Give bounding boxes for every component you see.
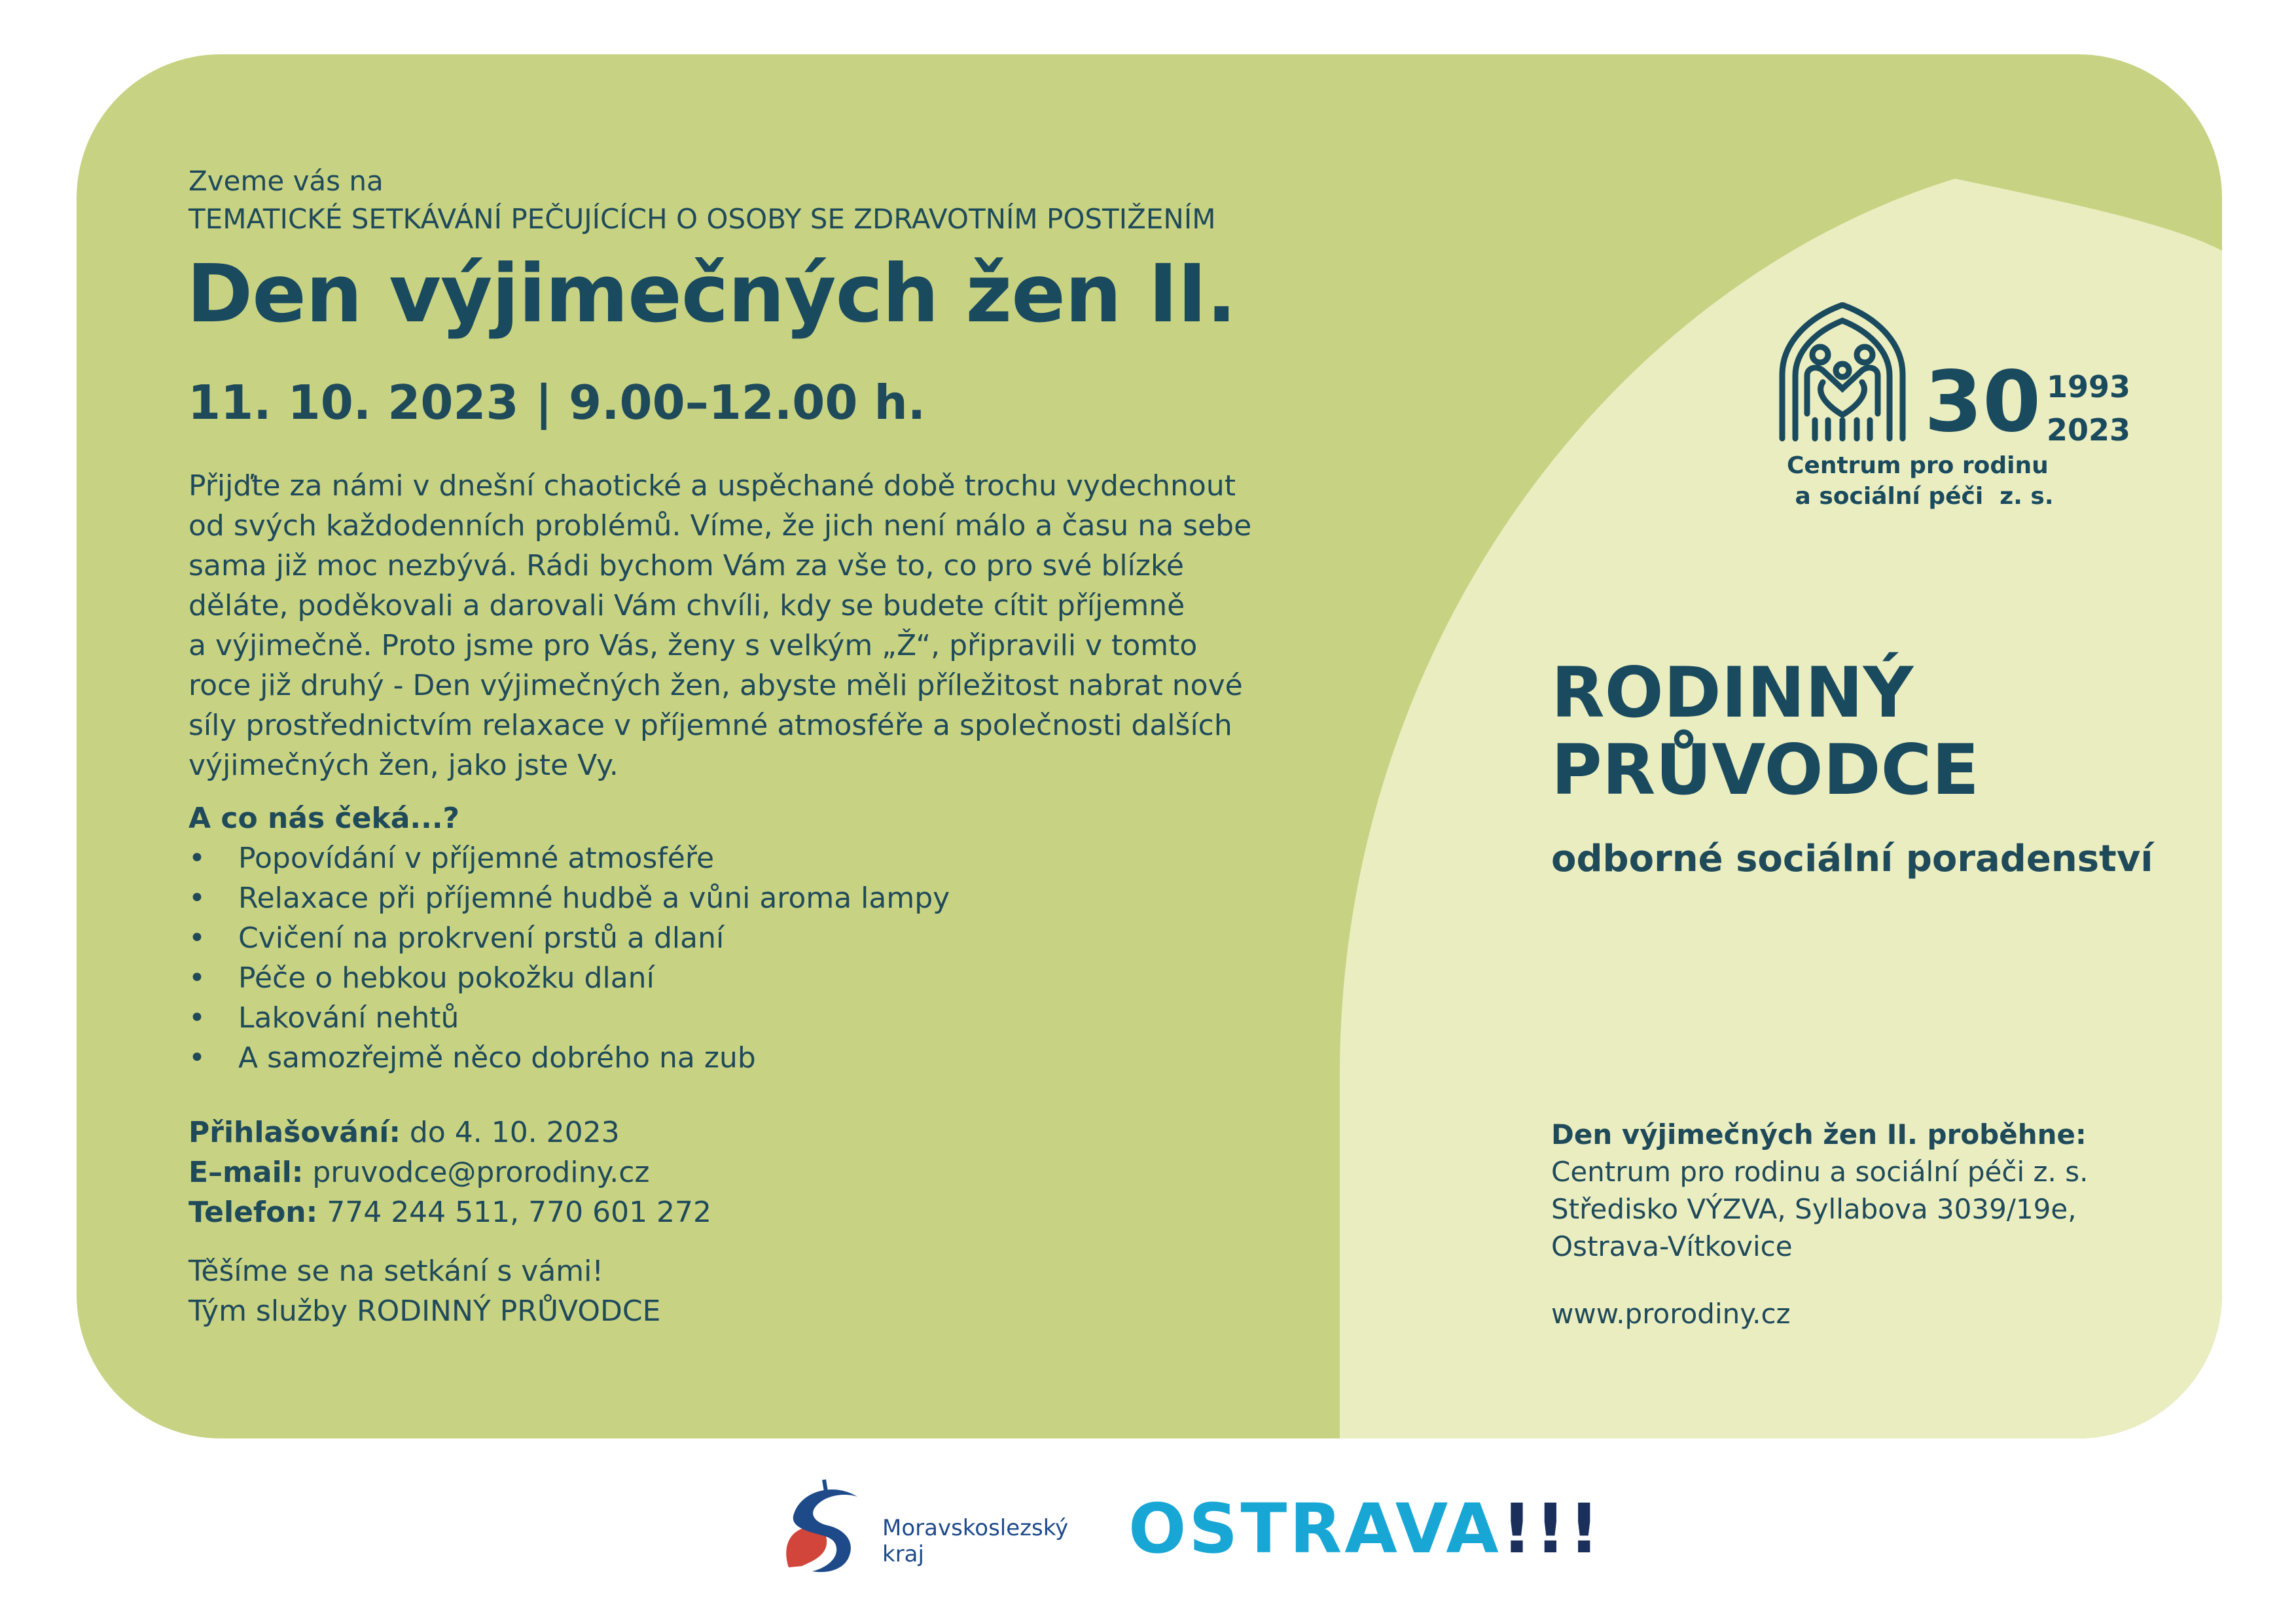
service-title-line: RODINNÝ	[1551, 652, 1914, 733]
list-item-text: Lakování nehtů	[238, 1001, 459, 1035]
bullet-icon: •	[188, 1001, 206, 1035]
list-item	[188, 998, 950, 1038]
phone-value: 774 244 511, 770 601 272	[317, 1196, 712, 1229]
service-subtitle: odborné sociální poradenství	[1551, 838, 2153, 880]
venue-info	[1551, 1116, 2088, 1265]
phone-row	[188, 1192, 711, 1232]
service-title	[1551, 654, 1979, 809]
event-title: Den výjimečných žen II.	[187, 247, 1236, 340]
description-line: Přijďte za námi v dnešní chaotické a uspěchané době trochu vydechnout	[188, 469, 1236, 503]
venue-line: Středisko VÝZVA, Syllabova 3039/19e,	[1551, 1193, 2077, 1225]
list-item	[188, 918, 950, 958]
email-link[interactable]: pruvodce@prorodiny.cz	[303, 1156, 650, 1189]
description-line: od svých každodenních problémů. Víme, že jich není málo a času na sebe	[188, 509, 1252, 543]
moravskoslezsky-kraj-logo-icon	[776, 1476, 874, 1574]
website-link[interactable]: www.prorodiny.cz	[1551, 1298, 1791, 1330]
bullet-icon: •	[188, 842, 206, 875]
list-item	[188, 838, 950, 878]
list-item-text: Popovídání v příjemné atmosféře	[238, 842, 715, 875]
program-list	[188, 838, 950, 1078]
ostrava-logo-text: OSTRAVA	[1128, 1489, 1501, 1569]
list-item-text: Cvičení na prokrvení prstů a dlaní	[238, 921, 725, 955]
region-logo-text	[882, 1515, 1068, 1567]
service-title-line: PRŮVODCE	[1551, 730, 1979, 810]
list-item	[188, 958, 950, 998]
bullet-icon: •	[188, 961, 206, 995]
event-datetime: 11. 10. 2023 | 9.00–12.00 h.	[188, 375, 926, 430]
region-type: kraj	[882, 1541, 924, 1567]
anniversary-years	[2047, 365, 2130, 452]
description-line: sama již moc nezbývá. Rádi bychom Vám za vše to, co pro své blízké	[188, 549, 1184, 582]
list-item-text: A samozřejmě něco dobrého na zub	[238, 1041, 756, 1075]
description-line: síly prostřednictvím relaxace v příjemné atmosféře a společnosti dalších	[188, 709, 1232, 742]
intro-line: Zveme vás na	[188, 165, 384, 197]
ostrava-logo-exclamations: !!!	[1501, 1489, 1602, 1569]
list-item-text: Péče o hebkou pokožku dlaní	[238, 961, 655, 995]
organization-name: Centrum pro rodinu a sociální péči z. s.	[1787, 452, 2054, 510]
registration-value: do 4. 10. 2023	[400, 1116, 620, 1149]
year-to: 2023	[2047, 412, 2131, 448]
list-item	[188, 1038, 950, 1078]
venue-line: Centrum pro rodinu a sociální péči z. s.	[1551, 1156, 2089, 1188]
registration-label: Přihlašování:	[188, 1116, 401, 1149]
intro-topic: TEMATICKÉ SETKÁVÁNÍ PEČUJÍCÍCH O OSOBY SE ZDRAVOTNÍM POSTIŽENÍM	[188, 203, 1216, 235]
venue-line: Ostrava-Vítkovice	[1551, 1230, 1793, 1262]
email-label: E–mail:	[188, 1156, 304, 1189]
description-line: děláte, poděkovali a darovali Vám chvíli, kdy se budete cítit příjemně	[188, 589, 1185, 622]
invitation-intro	[188, 162, 1215, 238]
venue-heading: Den výjimečných žen II. proběhne:	[1551, 1118, 2087, 1150]
event-description	[188, 466, 1301, 785]
closing-line: Těšíme se na setkání s vámi!	[188, 1255, 604, 1288]
anniversary-number: 30	[1924, 353, 2041, 451]
family-house-logo-icon	[1777, 302, 1908, 443]
bullet-icon: •	[188, 882, 206, 915]
registration-row	[188, 1113, 711, 1152]
contact-info	[188, 1113, 711, 1232]
list-item-text: Relaxace při příjemné hudbě a vůni aroma lampy	[238, 882, 950, 915]
bullet-icon: •	[188, 921, 206, 955]
description-line: a výjimečně. Proto jsme pro Vás, ženy s velkým „Ž“, připravili v tomto	[188, 629, 1198, 662]
description-line: roce již druhý - Den výjimečných žen, abyste měli příležitost nabrat nové	[188, 669, 1243, 702]
program-heading: A co nás čeká...?	[188, 802, 460, 835]
email-row	[188, 1152, 711, 1192]
closing-note	[188, 1251, 660, 1331]
bullet-icon: •	[188, 1041, 206, 1075]
phone-label: Telefon:	[188, 1196, 318, 1229]
year-from: 1993	[2047, 369, 2131, 404]
list-item	[188, 878, 950, 918]
description-line: výjimečných žen, jako jste Vy.	[188, 749, 619, 782]
ostrava-logo	[1128, 1489, 1602, 1569]
closing-signature: Tým služby RODINNÝ PRŮVODCE	[188, 1294, 661, 1328]
region-name: Moravskoslezský	[882, 1515, 1069, 1541]
